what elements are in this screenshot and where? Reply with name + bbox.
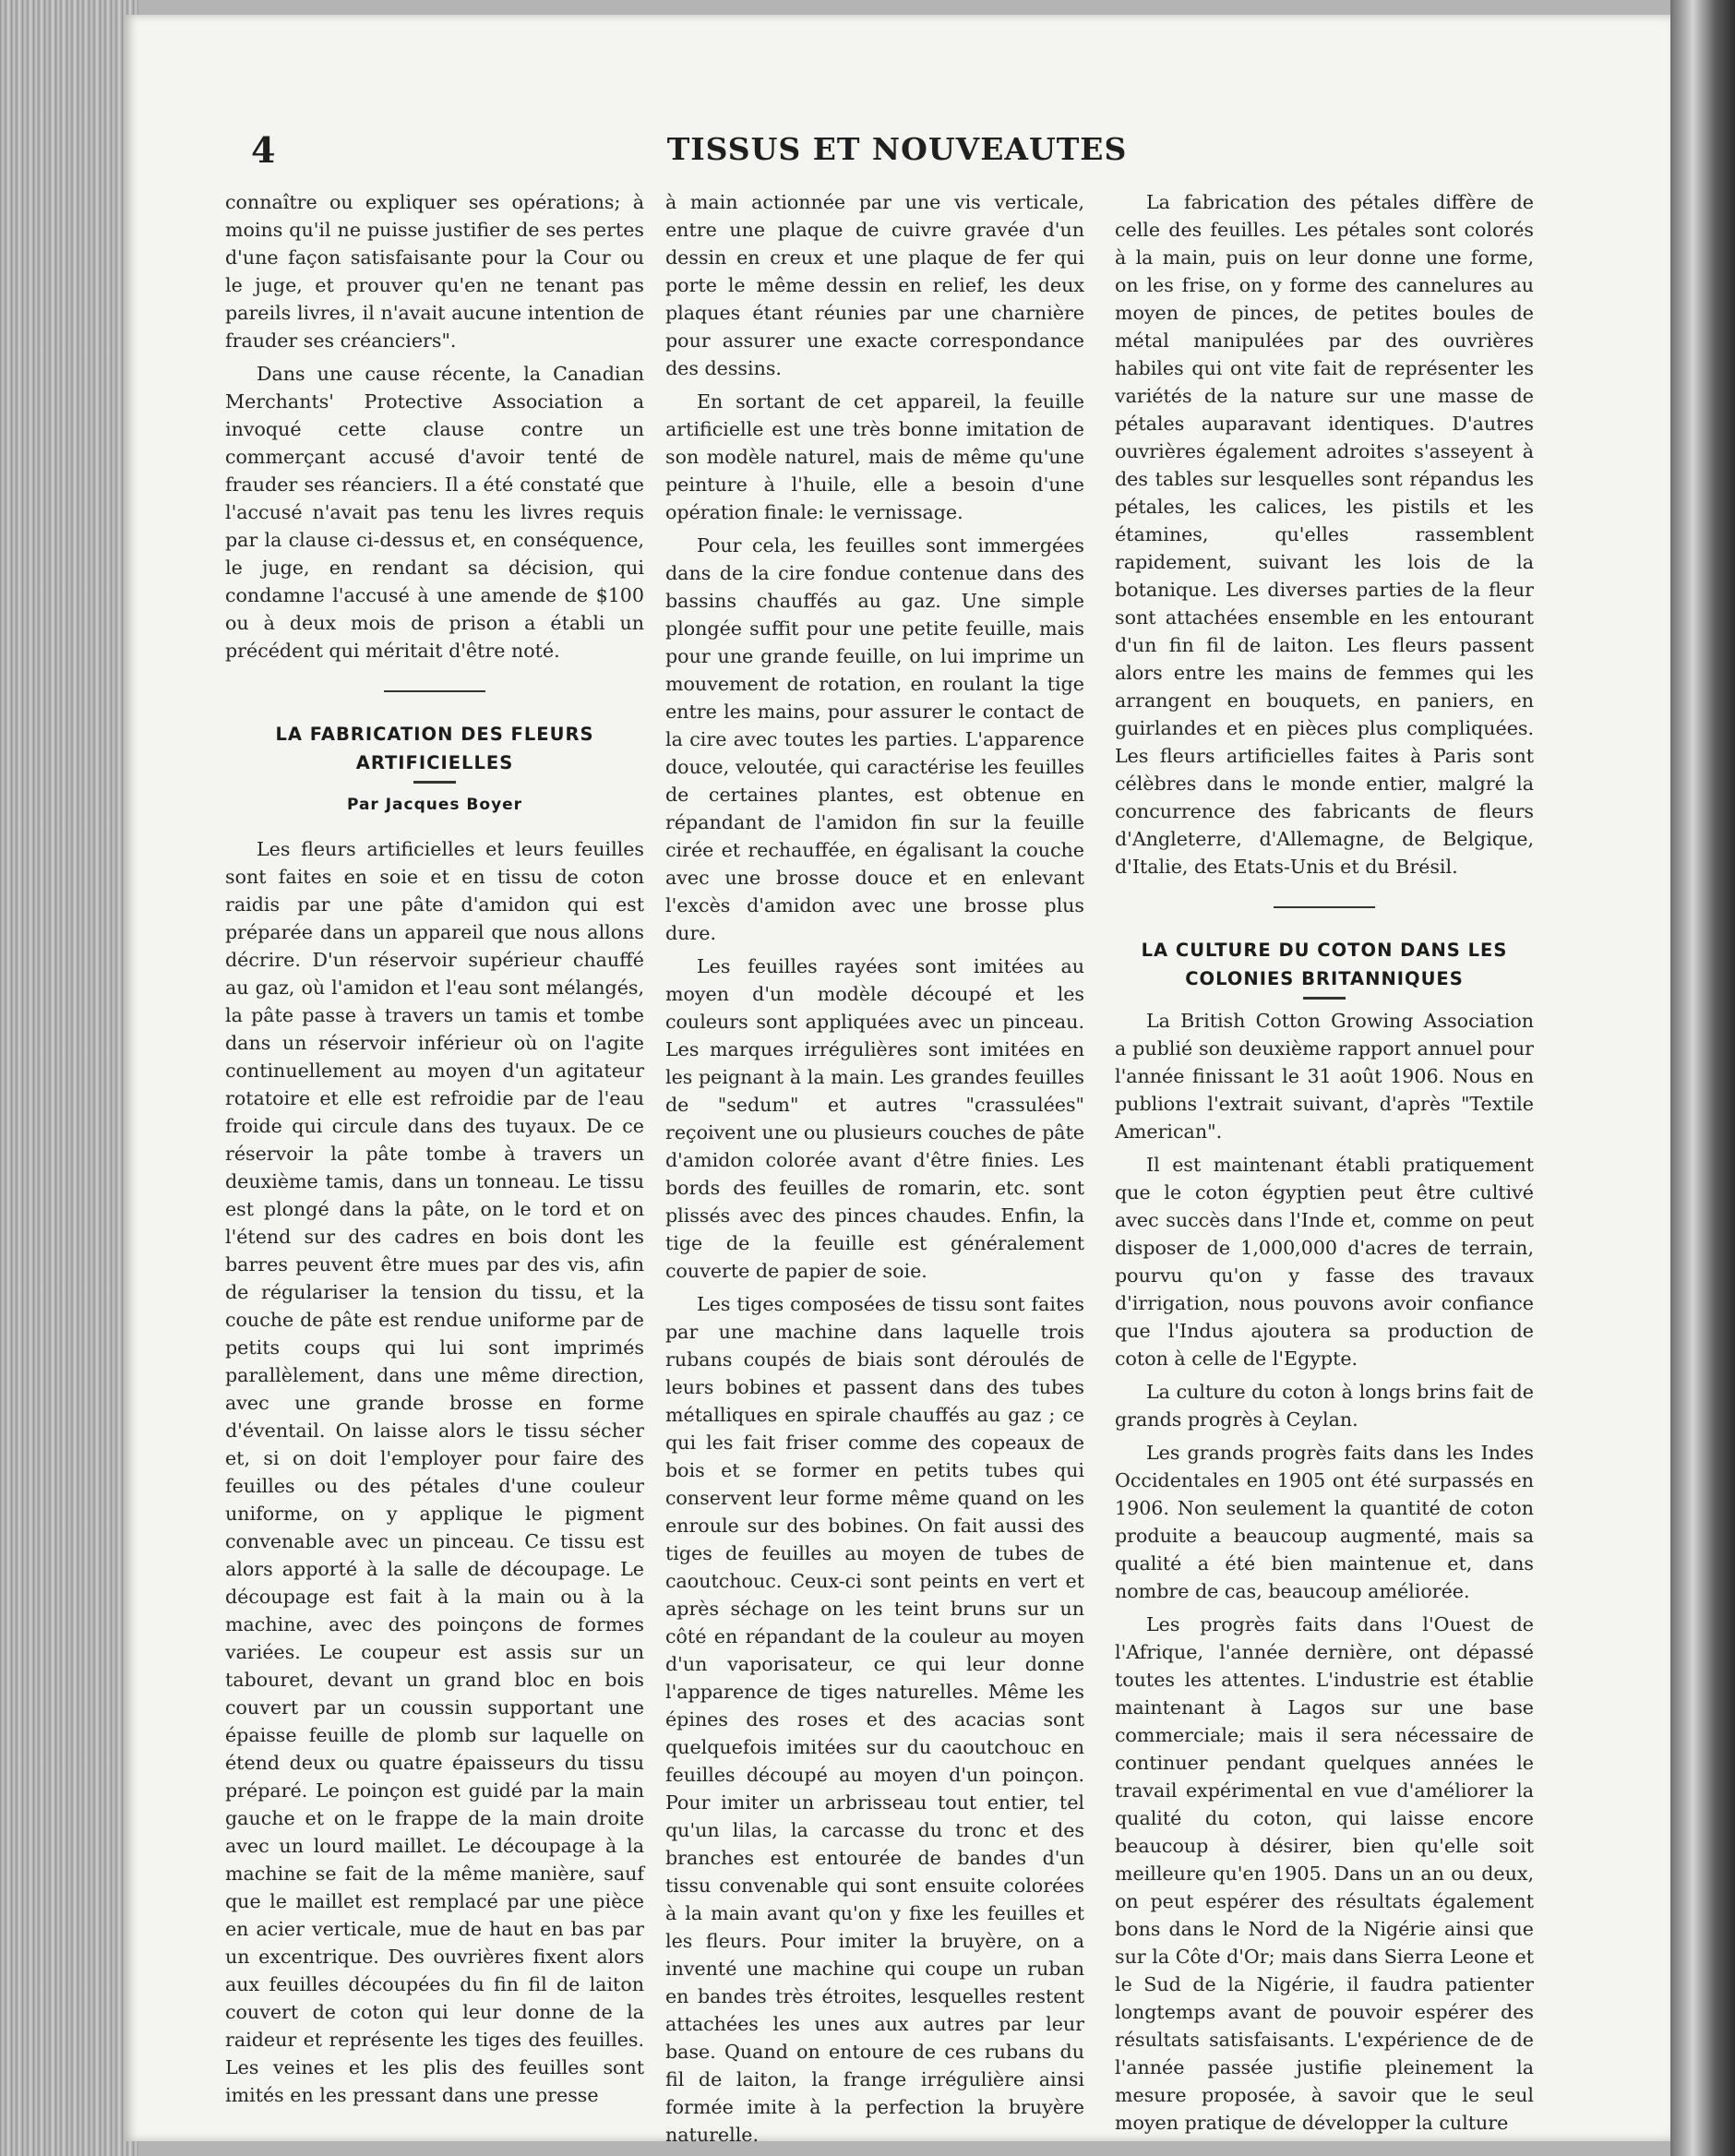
- article-title-cotton: LA CULTURE DU COTON DANS LES COLONIES BRITANNIQUES: [1141, 940, 1508, 989]
- column-middle: [665, 188, 1084, 2146]
- paragraph: La British Cotton Growing Association a publié son deuxième rapport annuel pour l'année finissant le 31 août 1906. Nous en publions l'extrait suivant, d'après "Textile American".: [1115, 1010, 1534, 1143]
- column-right: [1115, 188, 1534, 2134]
- paragraph: La fabrication des pétales diffère de celle des feuilles. Les pétales sont colorés à la main, puis on leur donne une forme, on les frise, on y forme des cannelures au moyen de pinces, de petites boules de métal manipulées par des ouvrières habiles qui ont vite fait de représenter les variétés de la nature sur une masse de pétales auparavant identiques. D'autres ouvrières également adroites s'asseyent à des tables sur lesquelles sont répandus les pétales, les calices, les pistils et les étamines, qu'elles rassemblent rapidement, suivant les lois de la botanique. Les diverses parties de la fleur sont attachées ensemble en les entourant d'un fin fil de laiton. Les fleurs passent alors entre les mains de femmes qui les arrangent en bouquets, en paniers, en guirlandes et en pièces plus compliquées. Les fleurs artificielles faites à Paris sont célèbres dans le monde entier, malgré la concurrence des fabricants de fleurs d'Angleterre, d'Allemagne, de Belgique, d'Italie, des Etats-Unis et du Brésil.: [1115, 191, 1534, 878]
- paragraph: Les grands progrès faits dans les Indes Occidentales en 1905 ont été surpassés en 1906. Non seulement la quantité de coton produite a beaucoup augmenté, mais sa qualité a été bien maintenue et, dans nombre de cas, beaucoup améliorée.: [1115, 1442, 1534, 1602]
- paragraph: Les progrès faits dans l'Ouest de l'Afrique, l'année dernière, ont dépassé toutes les attentes. L'industrie est établie maintenant à Lagos sur une base commerciale; mais il sera nécessaire de continuer pendant quelques années le travail expérimental en vue d'améliorer la qualité du coton, qui laisse encore beaucoup à désirer, bien qu'elle soit meilleure qu'en 1905. Dans un an ou deux, on peut espérer des résultats également bons dans le Nord de la Nigérie ainsi que sur la Côte d'Or; mais dans Sierra Leone et le Sud de la Nigérie, il faudra patienter longtemps avant de pouvoir espérer des résultats satisfaisants. L'expérience de de l'année passée justifie pleinement la mesure proposée, à savoir que le seul moyen pratique de développer la culture: [1115, 1613, 1534, 2134]
- title-underline: [1303, 997, 1346, 1000]
- paragraph: Les tiges composées de tissu sont faites par une machine dans laquelle trois rubans coupés de biais sont déroulés de leurs bobines et passent dans des tubes métalliques en spirale chauffés au gaz ; ce qui les fait friser comme des copeaux de bois et se former en petits tubes qui conservent leur forme même quand on les enroule sur des bobines. On fait aussi des tiges de feuilles au moyen de tubes de caoutchouc. Ceux-ci sont peints en vert et après séchage on les teint bruns sur un côté en répandant de la couleur au moyen d'un vaporisateur, ce qui leur donne l'apparence de tiges naturelles. Même les épines des roses et des acacias sont quelquefois imitées sur du caoutchouc en feuilles découpé au moyen d'un poinçon. Pour imiter un arbrisseau tout entier, tel qu'un lilas, la carcasse du tronc et des branches est entourée de bandes d'un tissu convenable qui sont ensuite colorées à la main avant qu'on y fixe les feuilles et les fleurs. Pour imiter la bruyère, on a inventé une machine qui coupe un ruban en bandes très étroites, lesquelles restent attachées les unes aux autres par leur base. Quand on entoure de ces rubans du fil de laiton, la frange irrégulière ainsi formée imite à la perfection la bruyère naturelle.: [665, 1293, 1084, 2146]
- paragraph: Dans une cause récente, la Canadian Merchants' Protective Association a invoqué cette clause contre un commerçant accusé d'avoir tenté de frauder ses réanciers. Il a été constaté que l'accusé n'avait pas tenu les livres requis par la clause ci-dessus et, en conséquence, le juge, en rendant sa décision, qui condamne l'accusé à une amende de $100 ou à deux mois de prison a établi un précédent qui méritait d'être noté.: [225, 363, 644, 662]
- paragraph: Il est maintenant établi pratiquement que le coton égyptien peut être cultivé avec succès dans l'Inde et, comme on peut disposer de 1,000,000 d'acres de terrain, pourvu qu'on y fasse des travaux d'irrigation, nous pouvons avoir confiance que l'Indus ajoutera sa production de coton à celle de l'Egypte.: [1115, 1154, 1534, 1370]
- section-divider: [1274, 906, 1375, 908]
- paragraph: à main actionnée par une vis verticale, entre une plaque de cuivre gravée d'un dessin en creux et une plaque de fer qui porte le même dessin en relief, les deux plaques étant réunies par une charnière pour assurer une exacte correspondance des dessins.: [665, 191, 1084, 379]
- paragraph: Pour cela, les feuilles sont immergées dans de la cire fondue contenue dans des bassins chauffés au gaz. Une simple plongée suffit pour une petite feuille, mais pour une grande feuille, on lui imprime un mouvement de rotation, en roulant la tige entre les mains, pour assurer le contact de la cire avec toutes les parties. L'apparence douce, veloutée, qui caractérise les feuilles de certaines plantes, est obtenue en répandant de l'amidon fin sur la feuille cirée et rechauffée, en égalisant la couche avec une brosse douce et en enlevant l'excès d'amidon avec une brosse plus dure.: [665, 534, 1084, 944]
- paragraph: Les feuilles rayées sont imitées au moyen d'un modèle découpé et les couleurs sont appliquées avec un pinceau. Les marques irrégulières sont imitées en les peignant à la main. Les grandes feuilles de "sedum" et autres "crassulées" reçoivent une ou plusieurs couches de pâte d'amidon colorée avant d'être finies. Les bords des feuilles de romarin, etc. sont plissés avec des pinces chaudes. Enfin, la tige de la feuille est généralement couverte de papier de soie.: [665, 955, 1084, 1282]
- running-title: TISSUS ET NOUVEAUTES: [666, 131, 1128, 167]
- book-binding-edge: [1670, 0, 1735, 2156]
- book-page-stack: [0, 0, 138, 2156]
- paragraph: En sortant de cet appareil, la feuille artificielle est une très bonne imitation de son modèle naturel, mais de même qu'une peinture à l'huile, elle a besoin d'une opération finale: le vernissage.: [665, 390, 1084, 523]
- title-underline: [413, 781, 456, 784]
- column-left: [225, 188, 644, 2106]
- paragraph: Les fleurs artificielles et leurs feuilles sont faites en soie et en tissu de coton raidis par une pâte d'amidon qui est préparée dans un appareil que nous allons décrire. D'un réservoir supérieur chauffé au gaz, où l'amidon et l'eau sont mélangés, la pâte passe à travers un tamis et tombe dans un réservoir inférieur où on l'agite continuellement au moyen d'un agitateur rotatoire et elle est refroidie par de l'eau froide qui circule dans des tuyaux. De ce réservoir la pâte tombe à travers un deuxième tamis, dans un tonneau. Le tissu est plongé dans la pâte, on le tord et on l'étend sur des cadres en bois dont les barres peuvent être mues par des vis, afin de régulariser la tension du tissu, et la couche de pâte est rendue uniforme par de petits coups qui lui sont imprimés parallèlement, dans une même direction, avec une grande brosse en forme d'éventail. On laisse alors le tissu sécher et, si on doit l'employer pour faire des feuilles ou des pétales d'une couleur uniforme, on y applique le pigment convenable avec un pinceau. Ce tissu est alors apporté à la salle de découpage. Le découpage est fait à la main ou à la machine, avec des poinçons de formes variées. Le coupeur est assis sur un tabouret, devant un grand bloc en bois couvert par un coussin supportant une épaisse feuille de plomb sur laquelle on étend deux ou quatre épaisseurs du tissu préparé. Le poinçon est guidé par la main gauche et on le frappe de la main droite avec un lourd maillet. Le découpage à la machine se fait de la même manière, sauf que le maillet est remplacé par une pièce en acier verticale, mue de haut en bas par un excentrique. Des ouvrières fixent alors aux feuilles découpées du fin fil de laiton couvert de coton qui leur donne de la raideur et représente les tiges des feuilles. Les veines et les plis des feuilles sont imités en les pressant dans une presse: [225, 838, 644, 2106]
- page-header: [124, 116, 1670, 181]
- paragraph: connaître ou expliquer ses opérations; à moins qu'il ne puisse justifier de ses pertes d'une façon satisfaisante pour la Cour ou le juge, et prouver qu'en ne tenant pas pareils livres, il n'avait aucune intention de frauder ses créanciers".: [225, 191, 644, 352]
- section-divider: [384, 690, 485, 692]
- byline: Par Jacques Boyer: [346, 796, 523, 814]
- magazine-page: [124, 15, 1670, 2146]
- paragraph: La culture du coton à longs brins fait de grands progrès à Ceylan.: [1115, 1381, 1534, 1431]
- article-title-flowers: LA FABRICATION DES FLEURS ARTIFICIELLES: [275, 724, 594, 773]
- page-number: 4: [251, 129, 276, 171]
